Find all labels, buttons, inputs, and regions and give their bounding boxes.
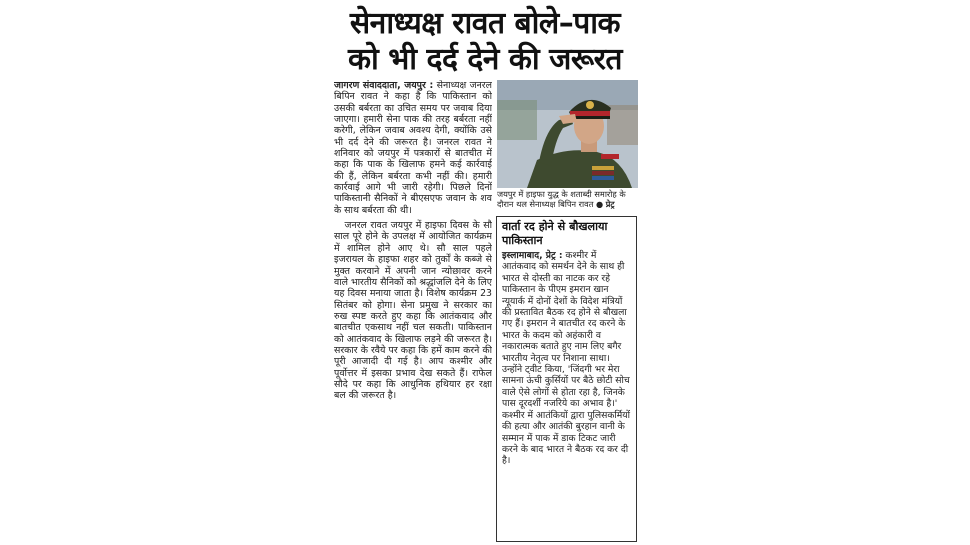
main-story-para2-text: जनरल रावत जयपुर में हाइफा दिवस के सौ साल पूरे होने के उपलक्ष में आयोजित कार्यक्रम में शामिल होने आए थे। सौ साल पहले इजरायल के हाइफा शहर को तुर्कों के कब्जे से मुक्त करवाने में अपनी जान न्योछावर करने वाले भारतीय सैनिकों को श्रद्धांजलि देने के लिए यह दिवस मनाया जाता है। विशेष कार्यक्रम 23 सितंबर को होगा। सेना प्रमुख ने सरकार का रुख स्पष्ट करते हुए कहा कि आतंकवाद और बातचीत एकसाथ नहीं चल सकती। पाकिस्तान को आतंकवाद के खिलाफ लड़ने की जरूरत है। सरकार के रवैये पर कहा कि हमें काम करने की पूरी आजादी दी गई है। आप कश्मीर और पूर्वोत्तर में इसका प्रभाव देख सकते हैं। राफेल सौदे पर कहा कि आधुनिक हथियार हर रक्षा बल की जरूरत है। <box>334 220 492 402</box>
photo-caption <box>497 189 638 209</box>
sidebar-story-body <box>502 250 631 467</box>
army-chief-photo <box>497 80 638 188</box>
photo-caption-text: जयपुर में हाइफा युद्ध के शताब्दी समारोह के दौरान थल सेनाध्यक्ष बिपिन रावत <box>497 189 626 209</box>
photo-credit: प्रेट्र <box>605 199 615 209</box>
main-story-dateline: जागरण संवाददाता, जयपुर : <box>334 80 434 91</box>
sidebar-story-box <box>496 216 637 542</box>
news-clipping <box>332 0 638 545</box>
dot-icon: ● <box>595 199 604 209</box>
main-story-paragraph-2 <box>334 220 492 402</box>
headline-line-1: सेनाध्यक्ष रावत बोले–पाक <box>349 6 621 41</box>
main-story-para1-text: सेनाध्यक्ष जनरल बिपिन रावत ने कहा है कि पाकिस्तान को उसकी बर्बरता का उचित समय पर जवाब दिया जाएगा। हमारी सेना पाक की तरह बर्बरता नहीं करेगी, लेकिन जवाब अवश्य देगी, क्योंकि उसे भी दर्द देने की जरूरत है। जनरल रावत ने शनिवार को जयपुर में पत्रकारों से बातचीत में कहा कि पाक के खिलाफ हमने कई कार्रवाई की हैं, लेकिन बर्बरता कभी नहीं की। हमारी कार्रवाई आगे भी जारी रहेगी। पिछले दिनों पाकिस्तानी सैनिकों ने बीएसएफ जवान के शव के साथ बर्बरता की थी। <box>334 80 492 216</box>
sidebar-story-dateline: इस्लामाबाद, प्रेट्र : <box>502 250 563 261</box>
sidebar-story-text: कश्मीर में आतंकवाद को समर्थन देने के साथ ही भारत से दोस्ती का नाटक कर रहे पाकिस्तान के पीएम इमरान खान न्यूयार्क में दोनों देशों के विदेश मंत्रियों की प्रस्तावित बैठक रद होने से बौखला गए हैं। इमरान ने बातचीत रद करने के भारत के कदम को अहंकारी व नकारात्मक बताते हुए नाम लिए बगैर भारतीय नेतृत्व पर निशाना साधा। उन्होंने ट्वीट किया, 'जिंदगी भर मेरा सामना ऊंची कुर्सियों पर बैठे छोटी सोच वाले ऐसे लोगों से होता रहा है, जिनके पास दूरदर्शी नजरिये का अभाव है।' कश्मीर में आतंकियों द्वारा पुलिसकर्मियों की हत्या और आतंकी बुरहान वानी के सम्मान में पाक में डाक टिकट जारी करने के बाद भारत ने बैठक रद कर दी है। <box>502 250 631 467</box>
sidebar-story-headline: वार्ता रद होने से बौखलाया पाकिस्तान <box>502 220 608 247</box>
main-story-column <box>334 80 492 542</box>
saluting-general-illustration <box>497 80 638 188</box>
headline-line-2: को भी दर्द देने की जरूरत <box>347 42 623 77</box>
main-story-paragraph-1 <box>334 80 492 216</box>
